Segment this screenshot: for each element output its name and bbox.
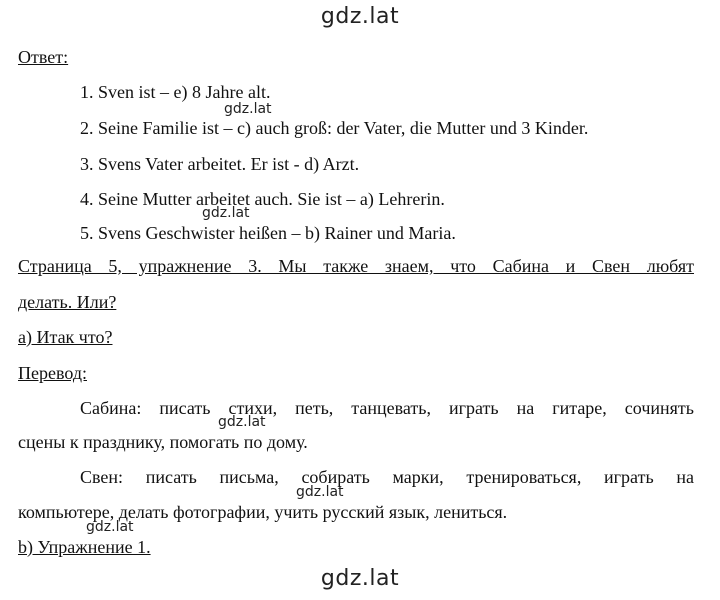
exercise-title-line-2: делать. Или? bbox=[18, 292, 117, 312]
watermark-inline: gdz.lat bbox=[86, 519, 134, 535]
watermark-inline: gdz.lat bbox=[296, 484, 344, 500]
watermark-bottom: gdz.lat bbox=[320, 566, 400, 591]
part-a-label: а) Итак что? bbox=[18, 327, 113, 347]
answer-item-3: 3. Svens Vater arbeitet. Er ist - d) Arzt. bbox=[80, 154, 360, 174]
part-b-label: b) Упражнение 1. bbox=[18, 537, 151, 557]
watermark-inline: gdz.lat bbox=[218, 414, 266, 430]
answer-item-2: 2. Seine Familie ist – c) auch groß: der Vater, die Mutter und 3 Kinder. bbox=[80, 118, 589, 138]
translation-heading: Перевод: bbox=[18, 363, 87, 383]
answer-heading: Ответ: bbox=[18, 47, 69, 67]
sabina-line-2: сцены к празднику, помогать по дому. bbox=[18, 432, 308, 452]
answer-item-1: 1. Sven ist – e) 8 Jahre alt. bbox=[80, 82, 271, 102]
answer-item-4: 4. Seine Mutter arbeitet auch. Sie ist – a) Lehrerin. bbox=[80, 189, 445, 209]
watermark-top: gdz.lat bbox=[320, 4, 400, 29]
sabina-line-1: Сабина: писать стихи, петь, танцевать, играть на гитаре, сочинять bbox=[80, 398, 694, 418]
answer-item-5: 5. Svens Geschwister heißen – b) Rainer und Maria. bbox=[80, 223, 456, 243]
watermark-inline: gdz.lat bbox=[224, 101, 272, 117]
sven-line-1: Свен: писать письма, собирать марки, тренироваться, играть на bbox=[80, 467, 694, 487]
exercise-title-line-1: Страница 5, упражнение 3. Мы также знаем, что Сабина и Свен любят bbox=[18, 256, 694, 276]
watermark-inline: gdz.lat bbox=[202, 205, 250, 221]
sven-line-2: компьютере, делать фотографии, учить русский язык, лениться. bbox=[18, 502, 508, 522]
